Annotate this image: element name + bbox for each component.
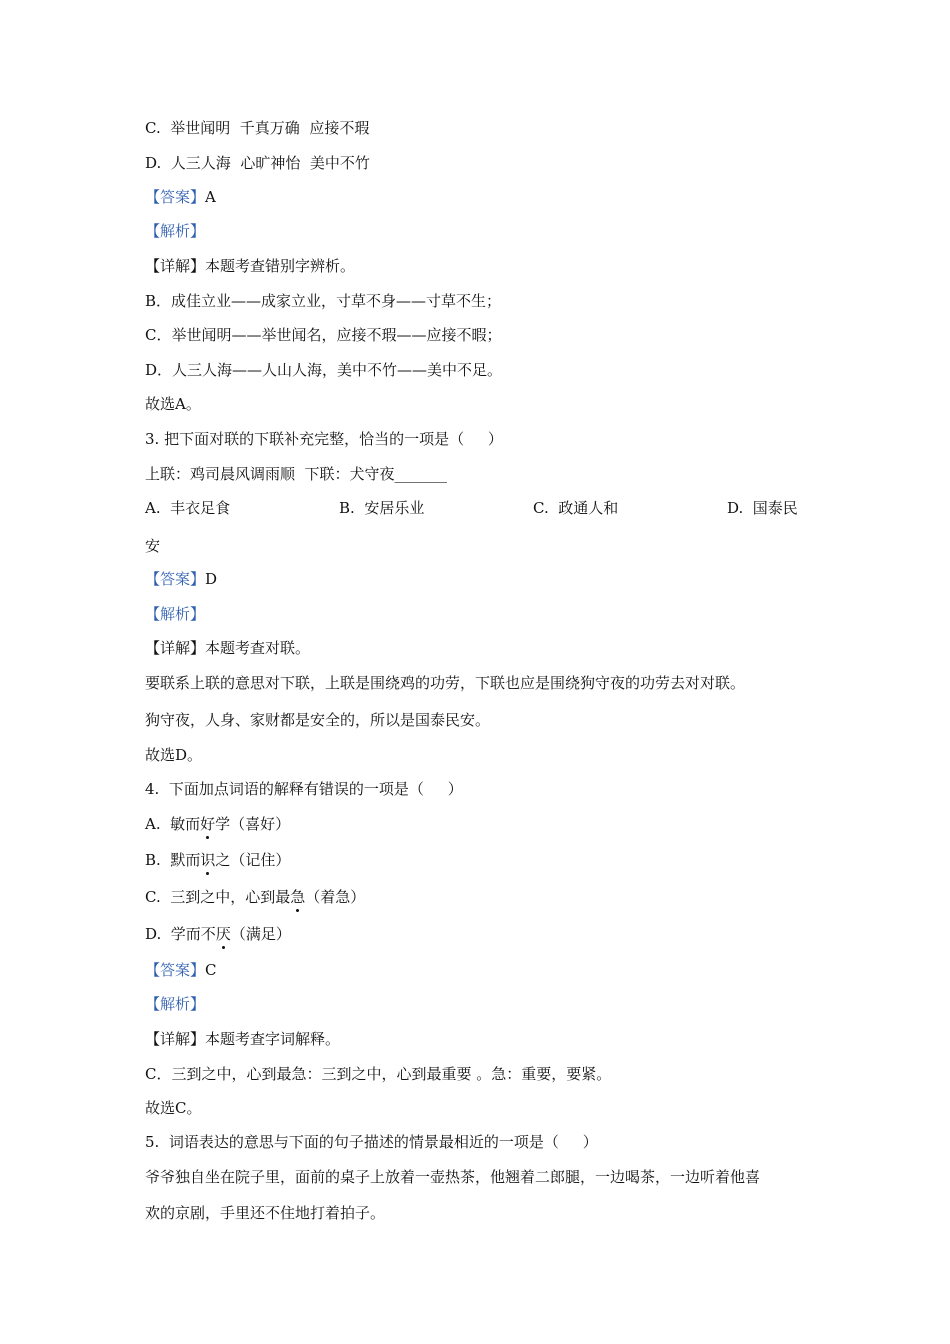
q2-explain-c: C．举世闻明——举世闻名，应接不瑕——应接不暇； <box>145 326 502 344</box>
q4-option-d <box>145 924 291 944</box>
detail-text: 本题考查错别字辨析。 <box>205 257 356 275</box>
q3-detail <box>145 638 310 658</box>
dotted-character: 急 <box>290 888 306 906</box>
q2-detail <box>145 256 355 276</box>
q3-conclusion: 故选D。 <box>145 746 203 764</box>
option-prefix: B. 默而 <box>145 851 201 869</box>
dotted-character: 厌 <box>215 925 231 943</box>
q5-stem: 5. 词语表达的意思与下面的句子描述的情景最相近的一项是（ ） <box>145 1133 598 1151</box>
option-suffix: （满足） <box>230 925 291 943</box>
detail-text: 本题考查对联。 <box>205 639 311 657</box>
answer-tag: 【答案】 <box>145 961 206 979</box>
q3-option-c: C. 政通人和 <box>533 499 619 517</box>
q4-option-a <box>145 814 290 834</box>
detail-tag: 【详解】 <box>145 257 206 275</box>
q2-option-c: C. 举世闻明 千真万确 应接不瑕 <box>145 119 370 137</box>
q3-analysis-tag: 【解析】 <box>145 605 206 623</box>
q5-passage-line-1: 爷爷独自坐在院子里，面前的桌子上放着一壶热茶，他翘着二郎腿，一边喝茶，一边听着他喜 <box>145 1168 761 1186</box>
answer-tag: 【答案】 <box>145 188 206 206</box>
detail-text: 本题考查字词解释。 <box>205 1030 341 1048</box>
answer-tag: 【答案】 <box>145 570 206 588</box>
q3-stem: 3. 把下面对联的下联补充完整，恰当的一项是（ ） <box>145 430 503 448</box>
q2-conclusion: 故选A。 <box>145 395 201 413</box>
q3-couplet: 上联：鸡司晨风调雨顺 下联：犬守夜_______ <box>145 465 448 483</box>
q4-stem: 4. 下面加点词语的解释有错误的一项是（ ） <box>145 780 463 798</box>
q3-option-d-wrap: 安 <box>145 537 161 555</box>
option-prefix: D. 学而不 <box>145 925 216 943</box>
q5-passage-line-2: 欢的京剧，手里还不住地打着拍子。 <box>145 1204 386 1222</box>
answer-value: A <box>205 188 216 206</box>
q2-analysis-tag: 【解析】 <box>145 222 206 240</box>
q4-detail <box>145 1029 340 1049</box>
q3-explain-1: 要联系上联的意思对下联，上联是围绕鸡的功劳，下联也应是围绕狗守夜的功劳去对对联。 <box>145 674 746 692</box>
q3-option-b: B. 安居乐业 <box>339 499 425 517</box>
option-suffix: 学（喜好） <box>215 815 291 833</box>
option-prefix: C. 三到之中，心到最 <box>145 888 291 906</box>
q3-option-a: A. 丰衣足食 <box>145 499 231 517</box>
option-suffix: 之（记住） <box>215 851 291 869</box>
q2-answer <box>145 187 216 207</box>
dotted-character: 好 <box>200 815 216 833</box>
q3-option-d: D. 国泰民 <box>727 499 798 517</box>
q4-option-c <box>145 887 365 907</box>
q4-analysis-tag: 【解析】 <box>145 995 206 1013</box>
q3-explain-2: 狗守夜，人身、家财都是安全的，所以是国泰民安。 <box>145 711 491 729</box>
q4-answer <box>145 960 217 980</box>
answer-value: C <box>205 961 217 979</box>
q4-option-b <box>145 850 290 870</box>
q3-answer <box>145 569 217 589</box>
dotted-character: 识 <box>200 851 216 869</box>
q2-explain-d: D．人三人海——人山人海，美中不竹——美中不足。 <box>145 361 503 379</box>
q2-option-d: D. 人三人海 心旷神怡 美中不竹 <box>145 154 370 172</box>
option-suffix: （着急） <box>305 888 366 906</box>
answer-value: D <box>205 570 218 588</box>
q4-explain: C．三到之中，心到最急：三到之中，心到最重要 。急：重要，要紧。 <box>145 1065 612 1083</box>
detail-tag: 【详解】 <box>145 1030 206 1048</box>
detail-tag: 【详解】 <box>145 639 206 657</box>
option-prefix: A. 敏而 <box>145 815 201 833</box>
q4-conclusion: 故选C。 <box>145 1099 202 1117</box>
q2-explain-b: B．成佳立业——成家立业，寸草不身——寸草不生； <box>145 292 502 310</box>
